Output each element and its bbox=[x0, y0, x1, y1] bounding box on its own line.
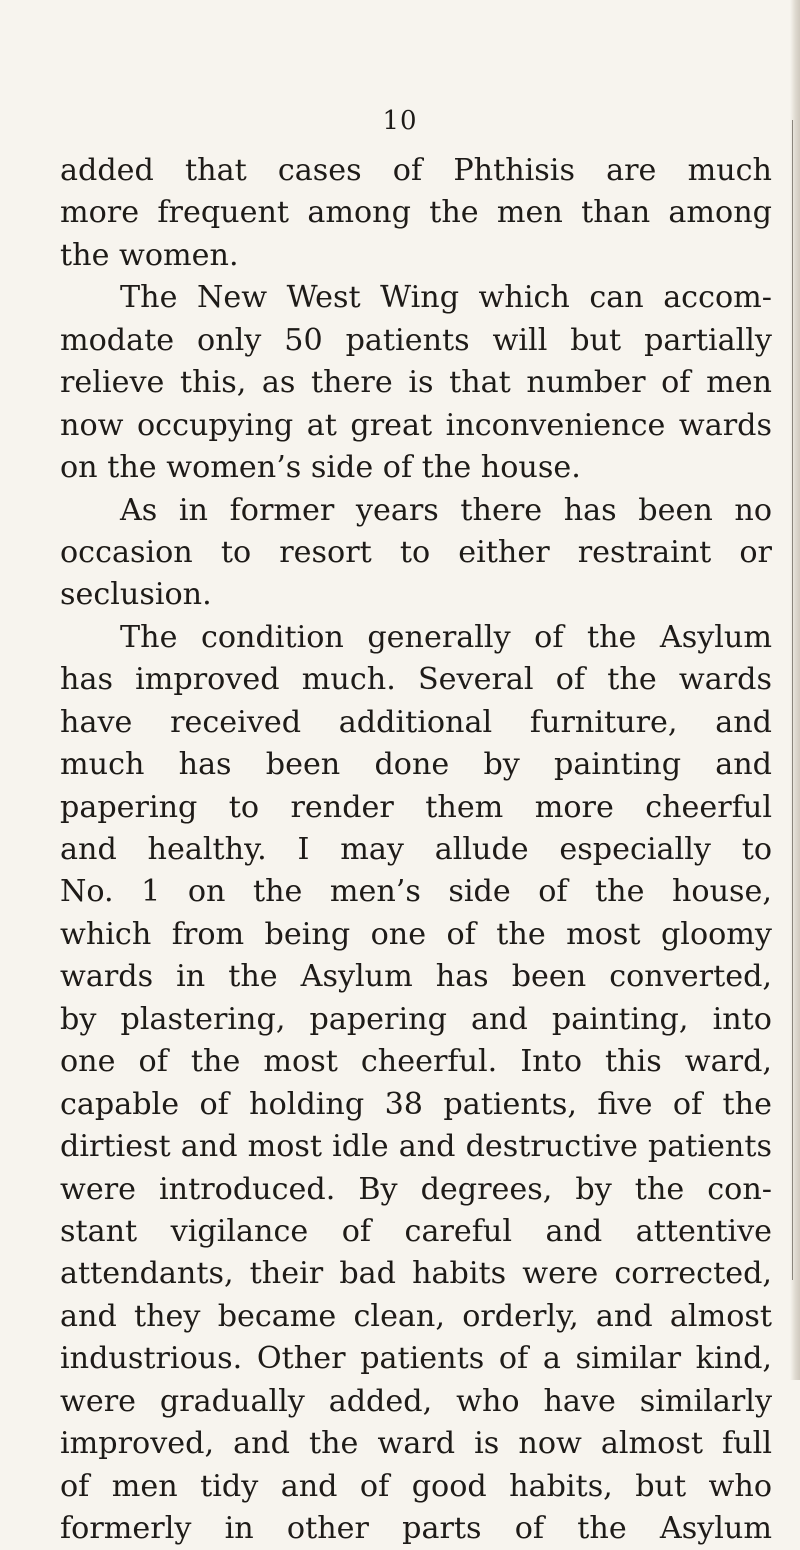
body-text bbox=[60, 150, 772, 1550]
text-line: added that cases of Phthisis are much bbox=[60, 153, 772, 188]
text-line: one of the most cheerful. Into this ward, bbox=[60, 1044, 772, 1080]
text-line: have received additional furniture, and bbox=[60, 704, 772, 740]
text-line: now occupying at great inconvenience wards bbox=[60, 407, 772, 443]
page-number: 10 bbox=[382, 106, 418, 136]
text-line: The condition generally of the Asylum bbox=[120, 619, 772, 655]
text-line: stant vigilance of careful and attentive bbox=[60, 1213, 772, 1249]
text-line: industrious. Other patients of a similar kind, bbox=[60, 1341, 772, 1377]
text-line: much has been done by painting and bbox=[60, 747, 772, 783]
text-line: formerly in other parts of the Asylum bbox=[60, 1511, 772, 1546]
text-line: has improved much. Several of the wards bbox=[60, 662, 772, 698]
text-line: of men tidy and of good habits, but who bbox=[60, 1468, 772, 1504]
text-line: and healthy. I may allude especially to bbox=[60, 832, 772, 867]
text-line: attendants, their bad habits were corrected, bbox=[60, 1256, 772, 1292]
text-line: the women. bbox=[60, 237, 239, 273]
text-line: which from being one of the most gloomy bbox=[60, 916, 772, 952]
text-line: capable of holding 38 patients, five of the bbox=[60, 1086, 772, 1122]
page-edge-shadow bbox=[790, 0, 800, 1380]
text-line: on the women’s side of the house. bbox=[60, 450, 581, 486]
text-line: seclusion. bbox=[60, 577, 212, 613]
text-line: were introduced. By degrees, by the con- bbox=[60, 1171, 772, 1207]
text-line: modate only 50 patients will but partially bbox=[60, 322, 772, 358]
text-line: The New West Wing which can accom- bbox=[120, 280, 772, 316]
text-line: No. 1 on the men’s side of the house, bbox=[60, 874, 772, 910]
text-line: relieve this, as there is that number of men bbox=[60, 365, 772, 401]
text-line: papering to render them more cheerful bbox=[60, 789, 772, 825]
text-line: dirtiest and most idle and destructive patients bbox=[60, 1129, 772, 1165]
text-line: more frequent among the men than among bbox=[60, 195, 772, 231]
text-line: by plastering, papering and painting, into bbox=[60, 1001, 772, 1037]
text-line: improved, and the ward is now almost full bbox=[60, 1426, 772, 1462]
text-line: and they became clean, orderly, and almost bbox=[60, 1298, 772, 1334]
text-line: As in former years there has been no bbox=[120, 492, 772, 528]
text-line: were gradually added, who have similarly bbox=[60, 1383, 772, 1419]
text-line: wards in the Asylum has been converted, bbox=[60, 959, 772, 995]
text-line: occasion to resort to either restraint or bbox=[60, 534, 772, 570]
